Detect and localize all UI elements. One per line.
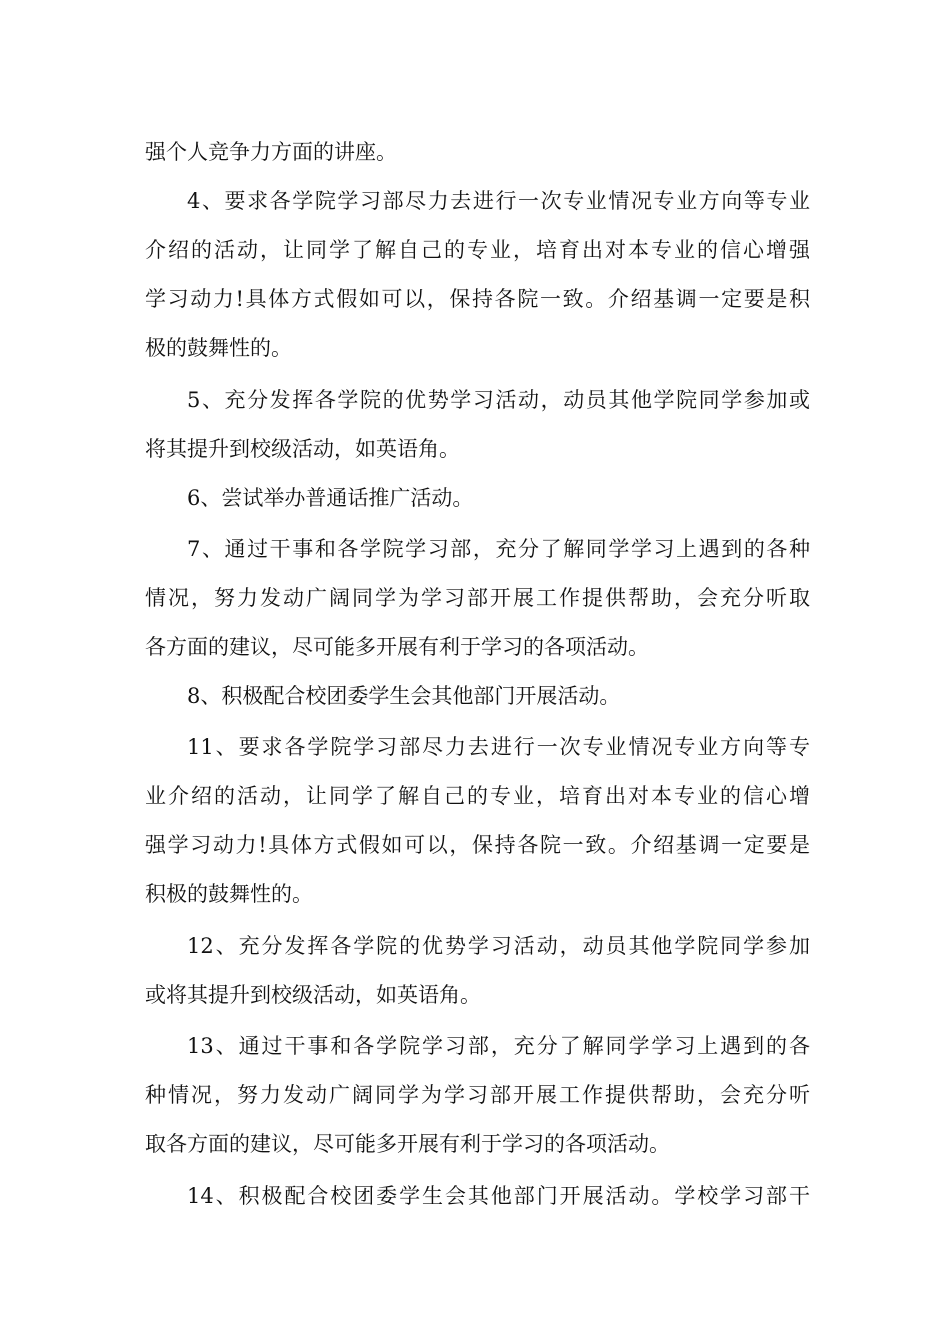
paragraph-12-line-2: 或将其提升到校级活动，如英语角。 [145, 983, 481, 1007]
paragraph-7-line-3: 各方面的建议，尽可能多开展有利于学习的各项活动。 [145, 635, 649, 659]
paragraph-11-line-2: 业介绍的活动，让同学了解自己的专业，培育出对本专业的信心增 [145, 784, 810, 808]
paragraph-13-line-1: 13、通过干事和各学院学习部，充分了解同学学习上遇到的各 [187, 1034, 810, 1058]
paragraph-7-line-1: 7、通过干事和各学院学习部，充分了解同学学习上遇到的各种 [187, 537, 810, 561]
paragraph-4-line-4: 极的鼓舞性的。 [145, 336, 292, 360]
paragraph-8-line-1: 8、积极配合校团委学生会其他部门开展活动。 [187, 684, 621, 708]
paragraph-6-line-1: 6、尝试举办普通话推广活动。 [187, 486, 474, 510]
text-line: 强个人竞争力方面的讲座。 [145, 140, 397, 164]
paragraph-5-line-1: 5、充分发挥各学院的优势学习活动，动员其他学院同学参加或 [187, 388, 810, 412]
paragraph-5-line-2: 将其提升到校级活动，如英语角。 [145, 437, 460, 461]
paragraph-4-line-1: 4、要求各学院学习部尽力去进行一次专业情况专业方向等专业 [187, 189, 810, 213]
paragraph-13-line-3: 取各方面的建议，尽可能多开展有利于学习的各项活动。 [145, 1132, 670, 1156]
paragraph-12-line-1: 12、充分发挥各学院的优势学习活动，动员其他学院同学参加 [187, 934, 810, 958]
paragraph-4-line-3: 学习动力!具体方式假如可以，保持各院一致。介绍基调一定要是积 [145, 287, 810, 311]
paragraph-13-line-2: 种情况，努力发动广阔同学为学习部开展工作提供帮助，会充分听 [145, 1083, 810, 1107]
paragraph-11-line-3: 强学习动力!具体方式假如可以，保持各院一致。介绍基调一定要是 [145, 833, 810, 857]
paragraph-14-line-1: 14、积极配合校团委学生会其他部门开展活动。学校学习部干 [187, 1184, 810, 1208]
paragraph-11-line-4: 积极的鼓舞性的。 [145, 882, 313, 906]
paragraph-4-line-2: 介绍的活动，让同学了解自己的专业，培育出对本专业的信心增强 [145, 238, 810, 262]
paragraph-7-line-2: 情况，努力发动广阔同学为学习部开展工作提供帮助，会充分听取 [145, 586, 810, 610]
paragraph-11-line-1: 11、要求各学院学习部尽力去进行一次专业情况专业方向等专 [187, 735, 810, 759]
